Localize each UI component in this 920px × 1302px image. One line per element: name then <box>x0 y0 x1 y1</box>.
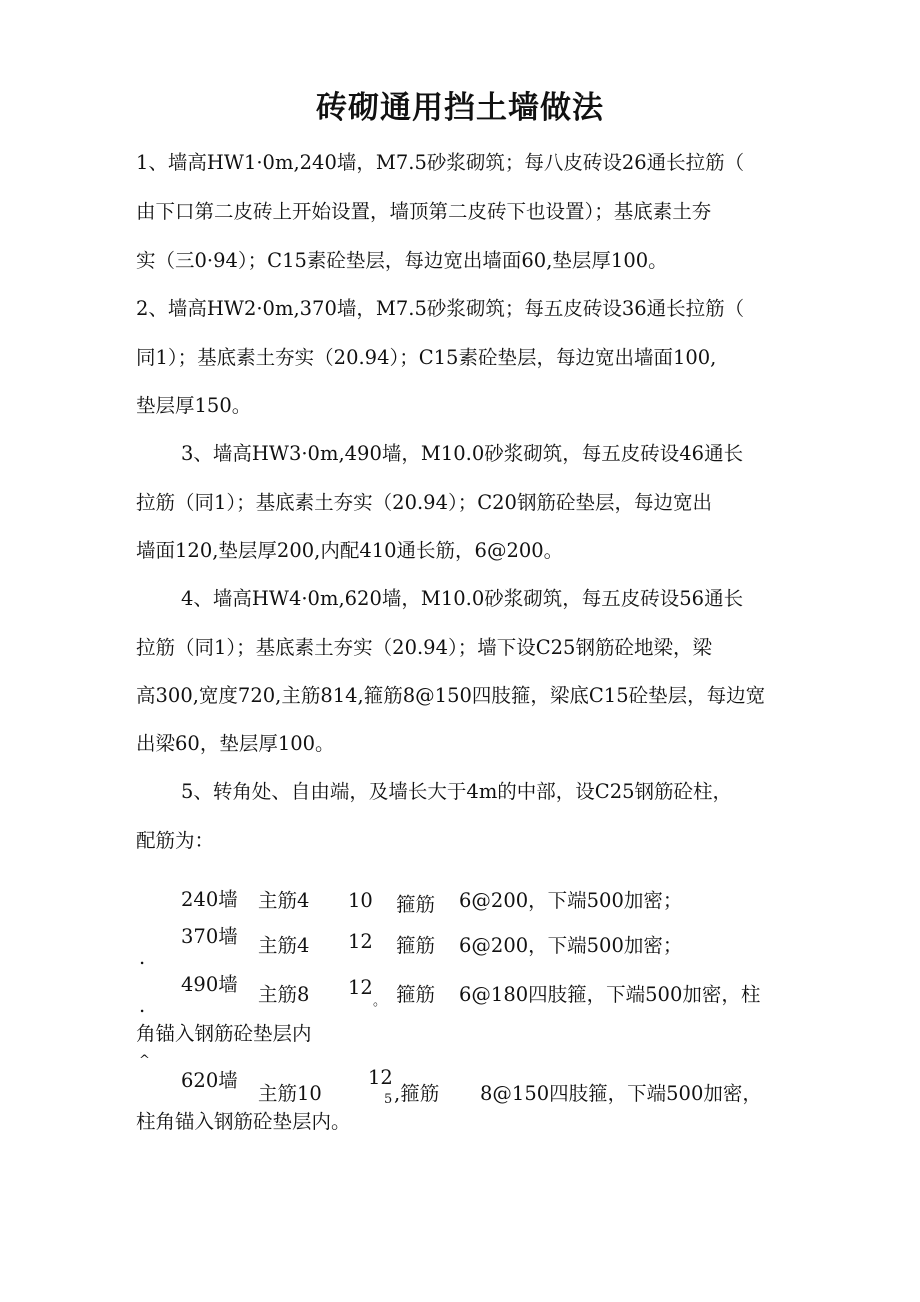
rebar-main-370: 主筋4 <box>258 934 310 957</box>
rebar-wall-490: 490墙 <box>181 973 238 996</box>
rebar-dia-240: 10 <box>348 889 373 912</box>
item-1-line-1: 1、墙高HW1·0m,240墙，M7.5砂浆砌筑；每八皮砖设26通长拉筋（ <box>136 151 745 174</box>
rebar-wall-240: 240墙 <box>181 888 238 911</box>
item-5-line-1: 5、转角处、自由端，及墙长大于4m的中部，设C25钢筋砼柱， <box>181 780 733 803</box>
item-2-line-3: 垫层厚150。 <box>136 394 252 417</box>
item-3-line-2: 拉筋（同1）；基底素土夯实（20.94）；C20钢筋砼垫层，每边宽出 <box>136 491 712 514</box>
rebar-stirrup-620: 8@150四肢箍，下端500加密， <box>480 1082 762 1105</box>
rebar-stirrup-490: 6@180四肢箍，下端500加密，柱 <box>459 983 761 1006</box>
rebar-stirrup-370: 6@200，下端500加密； <box>459 934 683 957</box>
item-1-line-3: 实（三0·94）；C15素砼垫层，每边宽出墙面60,垫层厚100。 <box>136 249 668 272</box>
item-4-line-3: 高300,宽度720,主筋814,箍筋8@150四肢箍，梁底C15砼垫层，每边宽 <box>136 684 766 707</box>
rebar-cont-490: 角锚入钢筋砼垫层内 <box>136 1022 312 1045</box>
rebar-stirrup-label-490: 箍筋 <box>396 983 436 1006</box>
rebar-cont-620: 柱角锚入钢筋砼垫层内。 <box>136 1110 351 1133</box>
item-3-line-3: 墙面120,垫层厚200,内配410通长筋，6@200。 <box>136 539 564 562</box>
item-2-line-1: 2、墙高HW2·0m,370墙，M7.5砂浆砌筑；每五皮砖设36通长拉筋（ <box>136 297 745 320</box>
rebar-dia-370: 12 <box>348 930 373 953</box>
rebar-dia-620: 12 <box>368 1066 393 1089</box>
rebar-main-240: 主筋4 <box>258 889 310 912</box>
rebar-dia-mark-490: 。 <box>373 994 387 1009</box>
item-3-line-1: 3、墙高HW3·0m,490墙，M10.0砂浆砌筑，每五皮砖设46通长 <box>181 442 744 465</box>
rebar-stirrup-label-620: ,箍筋 <box>394 1082 440 1105</box>
item-4-line-2: 拉筋（同1）；基底素土夯实（20.94）；墙下设C25钢筋砼地梁，梁 <box>136 636 712 659</box>
rebar-dia-mark-620: 5 <box>384 1092 393 1107</box>
rebar-stirrup-label-370: 箍筋 <box>396 934 436 957</box>
rebar-wall-370: 370墙 <box>181 925 238 948</box>
margin-mark-1: . <box>139 946 146 969</box>
margin-mark-2: . <box>139 994 146 1017</box>
rebar-dia-490: 12 <box>348 976 373 999</box>
rebar-main-620: 主筋10 <box>258 1082 322 1105</box>
rebar-stirrup-240: 6@200，下端500加密； <box>459 889 683 912</box>
document-title: 砖砌通用挡土墙做法 <box>316 90 604 126</box>
item-5-line-2: 配筋为： <box>136 829 215 852</box>
margin-mark-3: ^ <box>139 1053 150 1068</box>
item-1-line-2: 由下口第二皮砖上开始设置，墙顶第二皮砖下也设置）；基底素土夯 <box>136 200 712 223</box>
rebar-stirrup-label-240: 箍筋 <box>396 893 436 916</box>
item-2-line-2: 同1）；基底素土夯实（20.94）；C15素砼垫层，每边宽出墙面100, <box>136 346 717 369</box>
rebar-wall-620: 620墙 <box>181 1069 238 1092</box>
item-4-line-1: 4、墙高HW4·0m,620墙，M10.0砂浆砌筑，每五皮砖设56通长 <box>181 587 744 610</box>
rebar-main-490: 主筋8 <box>258 983 310 1006</box>
item-4-line-4: 出梁60，垫层厚100。 <box>136 732 335 755</box>
